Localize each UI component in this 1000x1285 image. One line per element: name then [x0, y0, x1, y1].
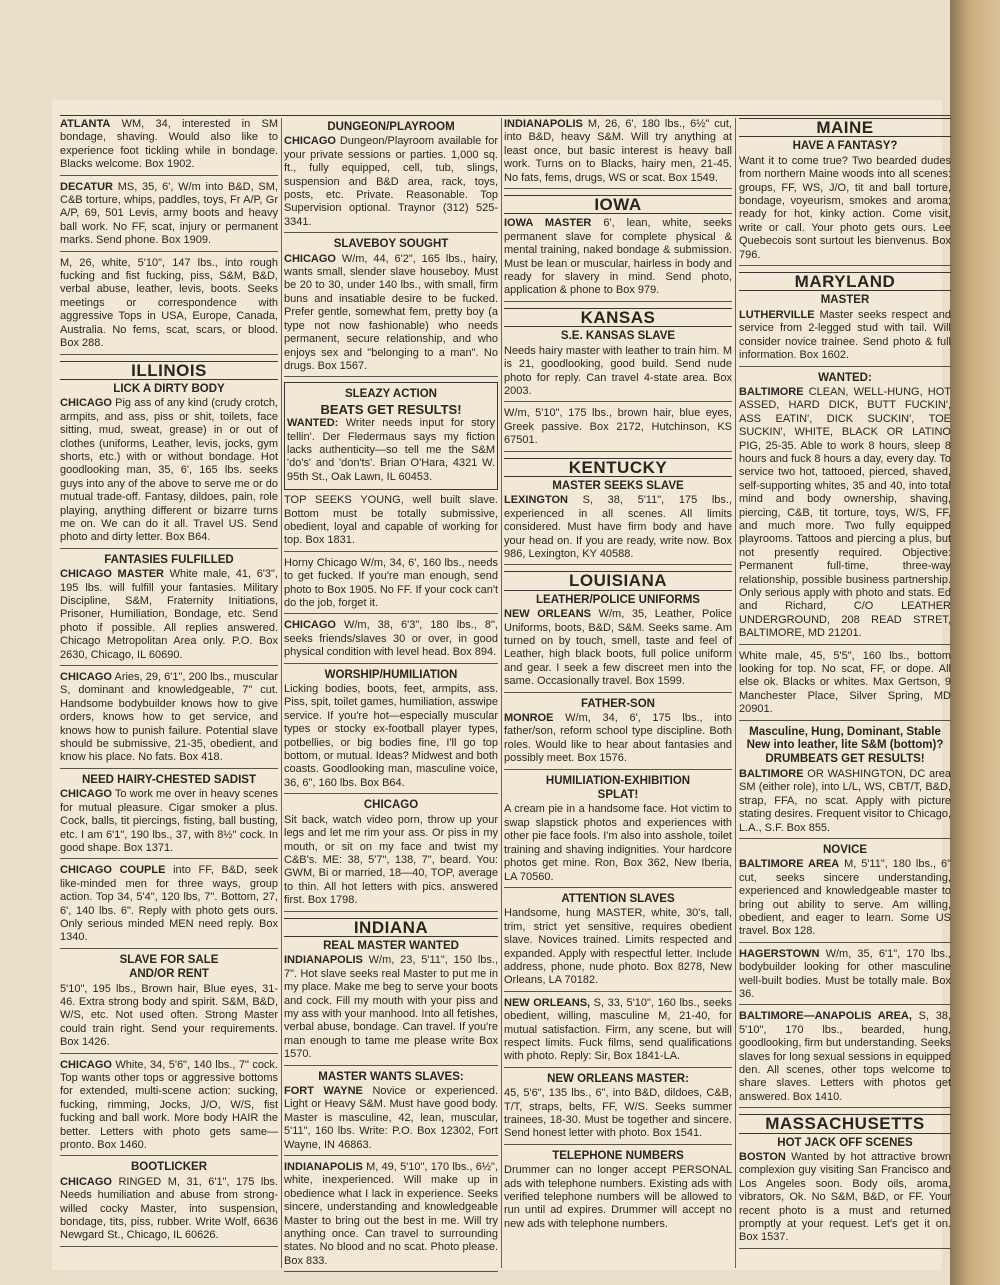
ad-heading: S.E. KANSAS SLAVE — [560, 330, 676, 343]
column-4 — [739, 118, 951, 1254]
ad-indy49: INDIANAPOLIS M, 49, 5'10", 170 lbs., 6½", white, inexperienced. Will make up in obedience what I lack in experience. Seeks sincere, understanding and knowledgeable Master to bring out the best in me. Will try anything once. Can travel to surrounding states. No blood and no scat. Photo please. Box 833. — [284, 1161, 498, 1272]
ad-heading: MASTER — [820, 294, 870, 307]
ad-heading: CHICAGO — [363, 799, 419, 812]
ad-boston: BOSTON Wanted by hot attractive brown complexion guy visiting San Francisco and Los Angeles soon. Body oils, aroma, vibrators, Ok. No S&M, B&D, or FF. Your recent photo is a must and returned promptly at your request. Let's get it on. Box 1537. — [739, 1151, 951, 1249]
state-heading-iowa: IOWA — [504, 195, 732, 214]
ad-heading: Masculine, Hung, Dominant, Stable New into leather, lite S&M (bottom)? — [746, 725, 944, 752]
ad-heading: NEW ORLEANS MASTER: — [547, 1072, 689, 1085]
state-heading-maryland: MARYLAND — [739, 272, 951, 291]
ad-heading: SLEAZY ACTION — [344, 388, 437, 401]
ad-heading: REAL MASTER WANTED — [323, 939, 459, 952]
column-rule — [735, 118, 736, 1268]
ad-heading: LICK A DIRTY BODY — [113, 382, 225, 395]
ad-heading: NOVICE — [822, 843, 868, 856]
column-1 — [60, 118, 278, 1252]
ad-heading: SLAVE FOR SALE — [119, 953, 219, 966]
ad-heading: MASTER WANTS SLAVES: — [318, 1070, 464, 1083]
ad-baltimore-1: BALTIMORE CLEAN, WELL-HUNG, HOT ASSED, HARD DICK, BUTT FUCKIN', ASS EATIN', DICK SUCKIN', TOE SUCKIN', WHITE, BLACK OR LATINO PIG, 25-35. Able to work 8 hours, sleep 8 hours and fuck 8 hours a day, every day. To service two hot, tattooed, pierced, shaved, self-supporting whites, 35 and 40, into total mind and body ownership, shaving, piercing, C&B, tit torture, toys, W/S, FF, and much more. Two fully equipped playrooms. Tattoos and piercing a plus, but not presently required. Objective: Permanent full-time, three-way relationship, possible business partnership. Only serious apply with photo and stats. Ed and Richard, C/O LEATHER UNDERGROUND, 208 READ STRET, BALTIMORE, MD 21201. — [739, 386, 951, 645]
ad-se-kansas: Needs hairy master with leather to train him. M is 21, goodlooking, good build. Send nude photo for reply. Can travel 4-state area. Box 2003. — [504, 345, 732, 403]
ad-heading: MASTER SEEKS SLAVE — [552, 479, 684, 492]
ad-heading: FANTASIES FULFILLED — [104, 553, 234, 566]
state-heading-kentucky: KENTUCKY — [504, 458, 732, 477]
ad-real-master: INDIANAPOLIS W/m, 23, 5'11", 150 lbs., 7". Hot slave seeks real Master to put me in my place. Make me beg to serve your boots and cock. Fill my mouth with your piss and my ass with your manhood. Into all fetishes, verbal abuse, bondage. Can travel. If you're man enough to tame me please write Box 1570. — [284, 954, 498, 1065]
ad-hagerstown: HAGERSTOWN W/m, 35, 6'1", 170 lbs., bodybuilder looking for other masculine well-built bodies. Must be totally male. Box 36. — [739, 948, 951, 1006]
ad-splat: A cream pie in a handsome face. Hot victim to swap slapstick photos and experiences with other pie face fools. I'm also into asshole, toilet training and shaving indignities. Your hardcore photos get mine. Ron, Box 362, New Iberia, LA 70560. — [504, 803, 732, 887]
ad-sadist: CHICAGO To work me over in heavy scenes for mutual pleasure. Cigar smoker a plus. Cock, balls, tit piercings, fisting, ball busting, etc. I am 6'1", 190 lbs., 37, with 8½" cock. In good shape. Box 1371. — [60, 788, 278, 859]
ad-m26: M, 26, white, 5'10", 147 lbs., into rough fucking and fist fucking, piss, S&M, B&D, verbal abuse, leather, levis, boots. Seeks meetings or correspondence with aggressive Tops in USA, Europe, Canada, Australia. No fems, scat, scars, or blood. Box 288. — [60, 257, 278, 355]
ad-heading: BEATS GET RESULTS! — [320, 401, 462, 417]
ad-heading: TELEPHONE NUMBERS — [552, 1149, 684, 1162]
ad-monroe: MONROE W/m, 34, 6', 175 lbs., into father/son, reform school type discipline. Both roles. Would like to hear about fantasies and possibly meet. Box 1576. — [504, 712, 732, 770]
column-rule — [281, 118, 282, 1268]
house-ad-box — [284, 382, 498, 490]
ad-sit-back: Sit back, watch video porn, throw up your legs and let me rim your ass. Or piss in my mouth, or sit on my face and twist my C&B's. ME: 38, 5'7", 138, 7", beard. You: GWM, Bi or married, 18—40, TOP, average to thin. All hot letters with pics. answered first. Box 1798. — [284, 814, 498, 912]
ad-iowa-master: IOWA MASTER 6', lean, white, seeks permanent slave for complete physical & mental training, naked bondage & submission. Must be lean or muscular, hairless in body and ready for slavery in mind. Send photo, application & phone to Box 979. — [504, 217, 732, 301]
ad-heading: LEATHER/POLICE UNIFORMS — [536, 593, 700, 606]
ad-worship: Licking bodies, boots, feet, armpits, ass. Piss, spit, toilet games, humiliation, asswipe service. If you're hot—especially muscular types or stocky ex-football player types, potbellies, or big bodies fine, I'll go top bottom, or mutual. Ideas? Midwest and both coasts. Goodlooking man, masculine voice, 36, 6", 160 lbs. Box B64. — [284, 683, 498, 794]
ad-fantasies: CHICAGO MASTER White male, 41, 6'3", 195 lbs. will fulfill your fantasies. Military Discipline, S&M, Fraternity Initiations, Prisoner, Humiliation, Bondage, etc. Send photo if possible. All replies answered. Chicago Metropolitan Area only. P.O. Box 2630, Chicago, IL 60690. — [60, 568, 278, 666]
ad-slave-for-sale: 5'10", 195 lbs., Brown hair, Blue eyes, 31-46. Extra strong body and spirit. S&M, B&D, W/S, etc. Not used often. Strong Master could train right. Send your requirements. Box 1426. — [60, 983, 278, 1054]
column-3 — [504, 118, 732, 1239]
ad-chicago-wm38: CHICAGO W/m, 38, 6'3", 180 lbs., 8", seeks friends/slaves 30 or over, in good physical condition with level head. Box 894. — [284, 619, 498, 663]
state-heading-louisiana: LOUISIANA — [504, 571, 732, 590]
ad-telephone-notice: Drummer can no longer accept PERSONAL ads with telephone numbers. Existing ads with verified telephone numbers will be allowed to run until ad expires. Drummer will accept no new ads with telephone numbers. — [504, 1164, 732, 1230]
state-heading-illinois: ILLINOIS — [60, 361, 278, 380]
ad-wanted-writer: WANTED: Writer needs input for story tellin'. Der Fledermaus says my fiction lacks authenticity—so tell me the S&M 'do's' and 'don'ts'. Brian O'Hara, 4321 W. 95th St., Oak Lawn, IL 60453. — [287, 417, 495, 483]
ad-heading: FATHER-SON — [581, 697, 655, 710]
ad-wm510: W/m, 5'10", 175 lbs., brown hair, blue eyes, Greek passive. Box 2172, Hutchinson, KS 67501. — [504, 407, 732, 451]
ad-heading: AND/OR RENT — [129, 968, 209, 981]
ad-heading: ATTENTION SLAVES — [561, 892, 675, 905]
ad-baltimore-2: BALTIMORE OR WASHINGTON, DC area SM (either role), into L/L, WS, CBT/T, B&D, strap, FFA, no scat. Apply with picture stating desires. Frequent visitor to Chicago, L.A., S.F. Box 855. — [739, 768, 951, 839]
ad-bootlicker: CHICAGO RINGED M, 31, 6'1", 175 lbs. Needs humiliation and abuse from strong-willed cocky Master, into suspension, bondage, tits, piss, rubber. Write Wolf, 6636 Newgard St., Chicago, IL 60626. — [60, 1176, 278, 1247]
column-rule — [501, 118, 502, 1268]
state-heading-indiana: INDIANA — [284, 918, 498, 937]
ad-white45: White male, 45, 5'5", 160 lbs., bottom looking for top. No scat, FF, or dope. All else ok. Blacks or whites. Max Gertson, 9 Manchester Place, Silver Spring, MD 20901. — [739, 650, 951, 721]
ad-attention: Handsome, hung MASTER, white, 30's, tall, trim, strict yet sensitive, requires obedient slave. Novices trained. Limits respected and expanded. Apply with respectful letter. Include address, phone, nude photo. Box 8278, New Orleans, LA 70182. — [504, 907, 732, 991]
column-2 — [284, 118, 498, 1277]
ad-fort-wayne: FORT WAYNE Novice or experienced. Light or Heavy S&M. Must have good body. Master is masculine, 42, lean, muscular, 5'11", 160 lbs. Write: P.O. Box 12302, Fort Wayne, IN 46863. — [284, 1085, 498, 1156]
ad-horny: Horny Chicago W/m, 34, 6', 160 lbs., needs to get fucked. If you're man enough, send photo to Box 1905. No FF. If your cock can't do the job, forget it. — [284, 557, 498, 615]
ad-heading: BOOTLICKER — [130, 1161, 208, 1174]
ad-heading: HAVE A FANTASY? — [792, 140, 898, 153]
ad-new-orleans-2: NEW ORLEANS, S, 33, 5'10", 160 lbs., seeks obedient, willing, masculine M, 21-40, for mutual satisfaction. Firm, any scene, but will respect limits. Fuck films, send qualifications with photo. Reply: Sir, Box 1841-LA. — [504, 997, 732, 1068]
ad-slaveboy: CHICAGO W/m, 44, 6'2", 165 lbs., hairy, wants small, slender slave houseboy. Must be 20 to 30, under 140 lbs., with small, firm buns and insatiable desire to be fucked. Prefer gentle, somewhat fem, pretty boy (a type not now fashionable) who needs permanent, secure relationship, and who enjoys sex and "belonging to a man". No drugs. Box 1567. — [284, 253, 498, 378]
ad-baltimore-3: BALTIMORE AREA M, 5'11", 180 lbs., 6" cut, seeks sincere understanding, experienced and knowledgeable master to bring out ability to serve. Am willing, obedient, and eager to learn. Some US travel. Box 128. — [739, 858, 951, 942]
ad-lick: CHICAGO Pig ass of any kind (crudy crotch, armpits, and ass, piss or shit, toilets, face sitting, mud, sweat, grease) in or out of clothes (uniforms, Leather, levis, jocks, gym shorts, etc.) with or without bondage. Hot goodlooking man, 35, 6', 165 lbs. seeks guys into any of the above to serve me or do mutual trade-off. Fantasy, dildoes, pain, role playing, anything different or bizarre turns me on. We can do it all. Travel US. Send photo and dirty letter. Box B64. — [60, 397, 278, 548]
ad-aries: CHICAGO Aries, 29, 6'1", 200 lbs., muscular S, dominant and knowledgeable, 7" cut. Handsome bodybuilder knows how to give orders, knows how to get service, and knows how to punish failure. Potential slave should be submissive, 21-35, obedient, and know his place. No fats. Box 418. — [60, 671, 278, 769]
page-edge — [950, 0, 1000, 1285]
ad-dungeon: CHICAGO Dungeon/Playroom available for your private sessions or parties. 1,000 sq. ft., fully equipped, cell, tub, slings, suspension and B&D area, rack, toys, posts, etc. Private. Reasonable. Top Supervision optional. Traynor (312) 525-3341. — [284, 135, 498, 233]
ad-white34: CHICAGO White, 34, 5'6", 140 lbs., 7" cock. Top wants other tops or aggressive bottoms for extended, multi-scene action: sucking, fucking, rimming, Jocks, J/O, W/S, fist fucking and ball work. More body HAIR the better. Letters with photo gets same—pronto. Box 1460. — [60, 1059, 278, 1157]
ad-heading: WORSHIP/HUMILIATION — [324, 668, 458, 681]
ad-new-orleans-1: NEW ORLEANS W/m, 35, Leather, Police Uniforms, boots, B&D, S&M. Seeks same. Am turned on by touch, smell, taste and feel of Leather, high black boots, full police uniform and gear. I seek a few discreet men into the same. Occasionally travel. Box 1599. — [504, 608, 732, 692]
ad-annapolis: BALTIMORE—ANAPOLIS AREA, S, 38, 5'10", 170 lbs., bearded, hung, goodlooking, firm but understanding. Seeks slaves for long sexual sessions in equipped den. All scenes, other tops welcome to share slaves. Letters with photos get answered. Box 1410. — [739, 1010, 951, 1108]
ad-heading: NEED HAIRY-CHESTED SADIST — [81, 773, 256, 786]
ad-maine: Want it to come true? Two bearded dudes from northern Maine woods into all scenes: groups, FF, WS, J/O, tit and ball torture, bondage, voyeurism, smokes and aroma; ready for hot, kinky action. Come visit, write or call. Your photo gets ours. Lee Quebecois sont surtout les bienvenus. Box 796. — [739, 155, 951, 266]
ad-top-seeks: TOP SEEKS YOUNG, well built slave. Bottom must be totally submissive, obedient, loyal and capable of working for top. Box 1831. — [284, 494, 498, 552]
ad-heading: SPLAT! — [597, 789, 639, 802]
ad-atlanta: ATLANTA WM, 34, interested in SM bondage, shaving. Would also like to experience foot tickling while in bondage. Blacks welcome. Box 1902. — [60, 118, 278, 176]
ad-heading: HOT JACK OFF SCENES — [777, 1136, 913, 1149]
state-heading-maine: MAINE — [739, 118, 951, 137]
ad-couple: CHICAGO COUPLE into FF, B&D, seek like-minded men for three ways, group action. Top 34, 5'4", 120 lbs, 7". Bottom, 27, 6', 140 lbs. 6". Reply with photo gets ours. Only serious minded MEN need reply. Box 1340. — [60, 864, 278, 948]
ad-indy26: INDIANAPOLIS M, 26, 6', 180 lbs., 6½" cut, into B&D, heavy S&M. Will try anything at least once, but basic interest is heavy ball work. Turns on to Blacks, hairy men, 21-45. No fats, fems, drugs, WS or scat. Box 1549. — [504, 118, 732, 189]
ad-lutherville: LUTHERVILLE Master seeks respect and service from 2-legged stud with tail. Will consider novice trainee. Send photo & full information. Box 1602. — [739, 309, 951, 367]
ad-decatur: DECATUR MS, 35, 6', W/m into B&D, SM, C&B torture, whips, paddles, toys, Fr A/P, Gr A/P, 69, 501 Levis, army boots and heavy ball work. No FF, scat, injury or permanent marks. Send phone. Box 1909. — [60, 181, 278, 252]
ad-heading: SLAVEBOY SOUGHT — [333, 238, 449, 251]
ad-heading: DUNGEON/PLAYROOM — [327, 121, 455, 133]
ad-heading: WANTED: — [818, 371, 872, 384]
state-heading-massachusetts: MASSACHUSETTS — [739, 1114, 951, 1133]
ad-heading: DRUMBEATS GET RESULTS! — [765, 753, 925, 766]
ad-heading: HUMILIATION-EXHIBITION — [545, 774, 691, 787]
ad-lexington: LEXINGTON S, 38, 5'11", 175 lbs., experienced in all scenes. All limits considered. Must have firm body and have your head on. If you are ready, write now. Box 986, Lexington, KY 40588. — [504, 494, 732, 565]
ad-new-orleans-3: 45, 5'6", 135 lbs., 6", into B&D, dildoes, C&B, T/T, straps, belts, FF, W/S. Seeks summer trainees, 18-30. Must be together and sincere. Send honest letter with photo. Box 1541. — [504, 1087, 732, 1145]
top-rule — [60, 115, 950, 116]
state-heading-kansas: KANSAS — [504, 308, 732, 327]
